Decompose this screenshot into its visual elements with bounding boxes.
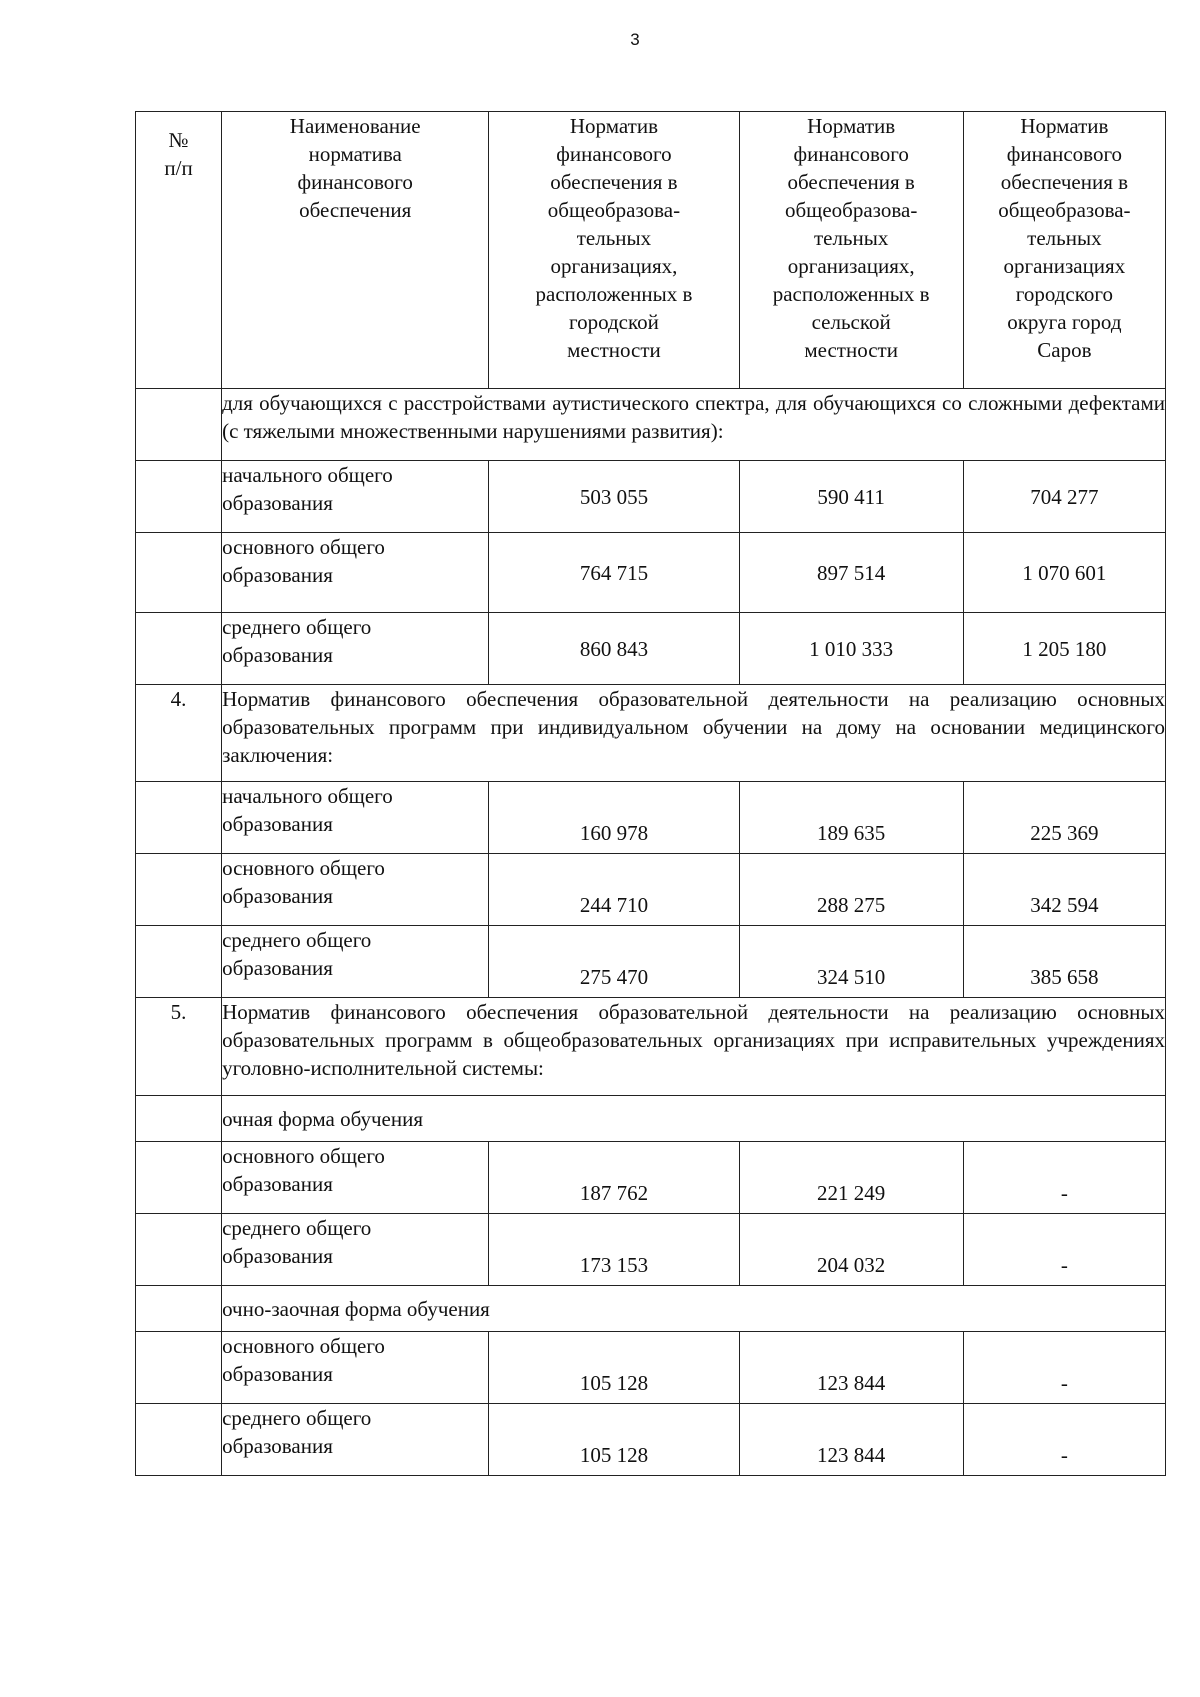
table-row <box>136 1404 1166 1476</box>
row-number: 5. <box>136 998 222 1096</box>
row-number <box>136 1142 222 1214</box>
value-urban: 503 055 <box>489 461 739 533</box>
norm-name: среднего общего образования <box>222 1214 489 1286</box>
section-title: для обучающихся с расстройствами аутистического спектра, для обучающихся со сложными дефектами (с тяжелыми множественными нарушениями развития): <box>222 389 1166 461</box>
section-title: Норматив финансового обеспечения образовательной деятельности на реализацию основных образовательных программ при индивидуальном обучении на дому на основании медицинского заключения: <box>222 685 1166 782</box>
row-number <box>136 1214 222 1286</box>
header-sarov: Норматив финансового обеспечения в общеобразова- тельных организациях городского округа город Саров <box>963 112 1165 389</box>
subsection-title: очно-заочная форма обучения <box>222 1286 1166 1332</box>
row-number <box>136 1286 222 1332</box>
table-row <box>136 782 1166 854</box>
row-number <box>136 854 222 926</box>
value-rural: 123 844 <box>739 1332 963 1404</box>
row-number <box>136 533 222 613</box>
value-sarov: 225 369 <box>963 782 1165 854</box>
norm-name: основного общего образования <box>222 533 489 613</box>
value-rural: 288 275 <box>739 854 963 926</box>
table-row <box>136 1286 1166 1332</box>
subsection-title: очная форма обучения <box>222 1096 1166 1142</box>
value-urban: 764 715 <box>489 533 739 613</box>
value-urban: 244 710 <box>489 854 739 926</box>
value-urban: 105 128 <box>489 1332 739 1404</box>
norm-name: начального общего образования <box>222 461 489 533</box>
table-row <box>136 461 1166 533</box>
value-urban: 173 153 <box>489 1214 739 1286</box>
norm-name: среднего общего образования <box>222 1404 489 1476</box>
row-number <box>136 1332 222 1404</box>
table-row <box>136 998 1166 1096</box>
table-row <box>136 854 1166 926</box>
row-number <box>136 613 222 685</box>
norm-name: основного общего образования <box>222 854 489 926</box>
norm-name: начального общего образования <box>222 782 489 854</box>
value-sarov: 1 205 180 <box>963 613 1165 685</box>
value-urban: 105 128 <box>489 1404 739 1476</box>
norm-name: основного общего образования <box>222 1332 489 1404</box>
norms-table <box>135 111 1166 1476</box>
row-number <box>136 461 222 533</box>
value-sarov: - <box>963 1214 1165 1286</box>
value-rural: 590 411 <box>739 461 963 533</box>
value-urban: 160 978 <box>489 782 739 854</box>
page-number: 3 <box>630 30 640 49</box>
norms-table-body <box>136 112 1166 1476</box>
row-number <box>136 782 222 854</box>
value-sarov: 1 070 601 <box>963 533 1165 613</box>
value-urban: 860 843 <box>489 613 739 685</box>
table-row <box>136 613 1166 685</box>
table-row <box>136 1214 1166 1286</box>
value-rural: 189 635 <box>739 782 963 854</box>
header-number: № п/п <box>136 112 222 389</box>
value-rural: 897 514 <box>739 533 963 613</box>
value-sarov: - <box>963 1404 1165 1476</box>
row-number <box>136 926 222 998</box>
value-urban: 187 762 <box>489 1142 739 1214</box>
value-rural: 221 249 <box>739 1142 963 1214</box>
header-urban: Норматив финансового обеспечения в общеобразова- тельных организациях, расположенных в городской местности <box>489 112 739 389</box>
table-row <box>136 926 1166 998</box>
value-rural: 324 510 <box>739 926 963 998</box>
section-title: Норматив финансового обеспечения образовательной деятельности на реализацию основных образовательных программ в общеобразовательных организациях при исправительных учреждениях уголовно-исполнительной системы: <box>222 998 1166 1096</box>
norm-name: среднего общего образования <box>222 926 489 998</box>
norm-name: среднего общего образования <box>222 613 489 685</box>
value-sarov: 704 277 <box>963 461 1165 533</box>
value-sarov: - <box>963 1142 1165 1214</box>
table-row <box>136 685 1166 782</box>
header-row <box>136 112 1166 389</box>
value-sarov: - <box>963 1332 1165 1404</box>
table-row <box>136 533 1166 613</box>
header-name: Наименование норматива финансового обеспечения <box>222 112 489 389</box>
table-row <box>136 1096 1166 1142</box>
row-number <box>136 389 222 461</box>
header-rural: Норматив финансового обеспечения в общеобразова- тельных организациях, расположенных в сельской местности <box>739 112 963 389</box>
table-row <box>136 1142 1166 1214</box>
norm-name: основного общего образования <box>222 1142 489 1214</box>
value-rural: 123 844 <box>739 1404 963 1476</box>
row-number <box>136 1404 222 1476</box>
row-number <box>136 1096 222 1142</box>
value-sarov: 342 594 <box>963 854 1165 926</box>
row-number: 4. <box>136 685 222 782</box>
value-rural: 1 010 333 <box>739 613 963 685</box>
value-sarov: 385 658 <box>963 926 1165 998</box>
value-urban: 275 470 <box>489 926 739 998</box>
value-rural: 204 032 <box>739 1214 963 1286</box>
table-row <box>136 389 1166 461</box>
table-row <box>136 1332 1166 1404</box>
